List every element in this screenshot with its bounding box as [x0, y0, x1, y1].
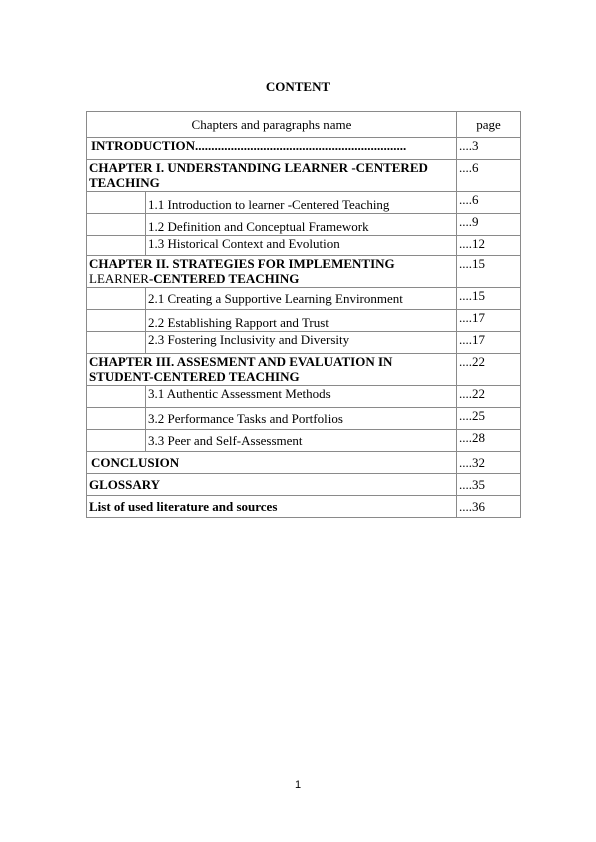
toc-entry-page: ....9 [457, 214, 521, 236]
toc-entry-text: GLOSSARY [87, 474, 457, 496]
toc-entry-text: 3.2 Performance Tasks and Portfolios [146, 408, 457, 430]
indent-cell [87, 430, 146, 452]
toc-row-introduction [87, 138, 521, 160]
toc-row-3-1 [87, 386, 521, 408]
toc-entry-text: 2.2 Establishing Rapport and Trust [146, 310, 457, 332]
toc-row-conclusion [87, 452, 521, 474]
toc-entry-page: ....22 [457, 354, 521, 386]
toc-entry-text: 3.3 Peer and Self-Assessment [146, 430, 457, 452]
header-page: page [457, 112, 521, 138]
indent-cell [87, 214, 146, 236]
table-header-row [87, 112, 521, 138]
toc-entry-text: 1.3 Historical Context and Evolution [146, 236, 457, 256]
table-of-contents [86, 111, 521, 518]
toc-entry-page: ....12 [457, 236, 521, 256]
header-chapters: Chapters and paragraphs name [87, 112, 457, 138]
toc-row-2-1 [87, 288, 521, 310]
toc-row-chapter-3 [87, 354, 521, 386]
toc-row-1-3 [87, 236, 521, 256]
toc-entry-page: ....25 [457, 408, 521, 430]
toc-row-1-2 [87, 214, 521, 236]
indent-cell [87, 386, 146, 408]
toc-entry-text [87, 256, 457, 288]
toc-entry-text: 2.3 Fostering Inclusivity and Diversity [146, 332, 457, 354]
toc-entry-page: ....35 [457, 474, 521, 496]
toc-row-3-2 [87, 408, 521, 430]
page-number: 1 [294, 779, 302, 791]
page-title: CONTENT [265, 79, 331, 94]
toc-entry-page: ....3 [457, 138, 521, 160]
indent-cell [87, 192, 146, 214]
indent-cell [87, 408, 146, 430]
toc-entry-text: 1.1 Introduction to learner -Centered Teaching [146, 192, 457, 214]
toc-entry-page: ....36 [457, 496, 521, 518]
toc-entry-page: ....6 [457, 160, 521, 192]
chapter-2-learner: LEARNER [89, 271, 149, 286]
toc-entry-text: CHAPTER I. UNDERSTANDING LEARNER -CENTERED TEACHING [87, 160, 457, 192]
toc-entry-page: ....28 [457, 430, 521, 452]
toc-entry-text: List of used literature and sources [87, 496, 457, 518]
toc-entry-page: ....17 [457, 310, 521, 332]
indent-cell [87, 310, 146, 332]
indent-cell [87, 288, 146, 310]
toc-entry-text: 3.1 Authentic Assessment Methods [146, 386, 457, 408]
toc-row-chapter-1 [87, 160, 521, 192]
toc-row-chapter-2 [87, 256, 521, 288]
toc-entry-page: ....17 [457, 332, 521, 354]
toc-entry-page: ....32 [457, 452, 521, 474]
toc-row-2-3 [87, 332, 521, 354]
toc-entry-page: ....22 [457, 386, 521, 408]
toc-entry-text: 2.1 Creating a Supportive Learning Environment [146, 288, 457, 310]
chapter-2-rest: -CENTERED TEACHING [148, 271, 300, 286]
toc-entry-page: ....15 [457, 256, 521, 288]
indent-cell [87, 332, 146, 354]
toc-row-3-3 [87, 430, 521, 452]
toc-entry-text: 1.2 Definition and Conceptual Framework [146, 214, 457, 236]
indent-cell [87, 236, 146, 256]
toc-entry-text: CHAPTER III. ASSESMENT AND EVALUATION IN STUDENT-CENTERED TEACHING [87, 354, 457, 386]
toc-row-1-1 [87, 192, 521, 214]
toc-row-literature [87, 496, 521, 518]
toc-entry-text: INTRODUCTION................................................................. [87, 138, 457, 160]
chapter-2-line-1: CHAPTER II. STRATEGIES FOR IMPLEMENTING [89, 256, 395, 271]
toc-entry-text: CONCLUSION [87, 452, 457, 474]
toc-entry-page: ....6 [457, 192, 521, 214]
toc-row-2-2 [87, 310, 521, 332]
toc-row-glossary [87, 474, 521, 496]
toc-entry-page: ....15 [457, 288, 521, 310]
